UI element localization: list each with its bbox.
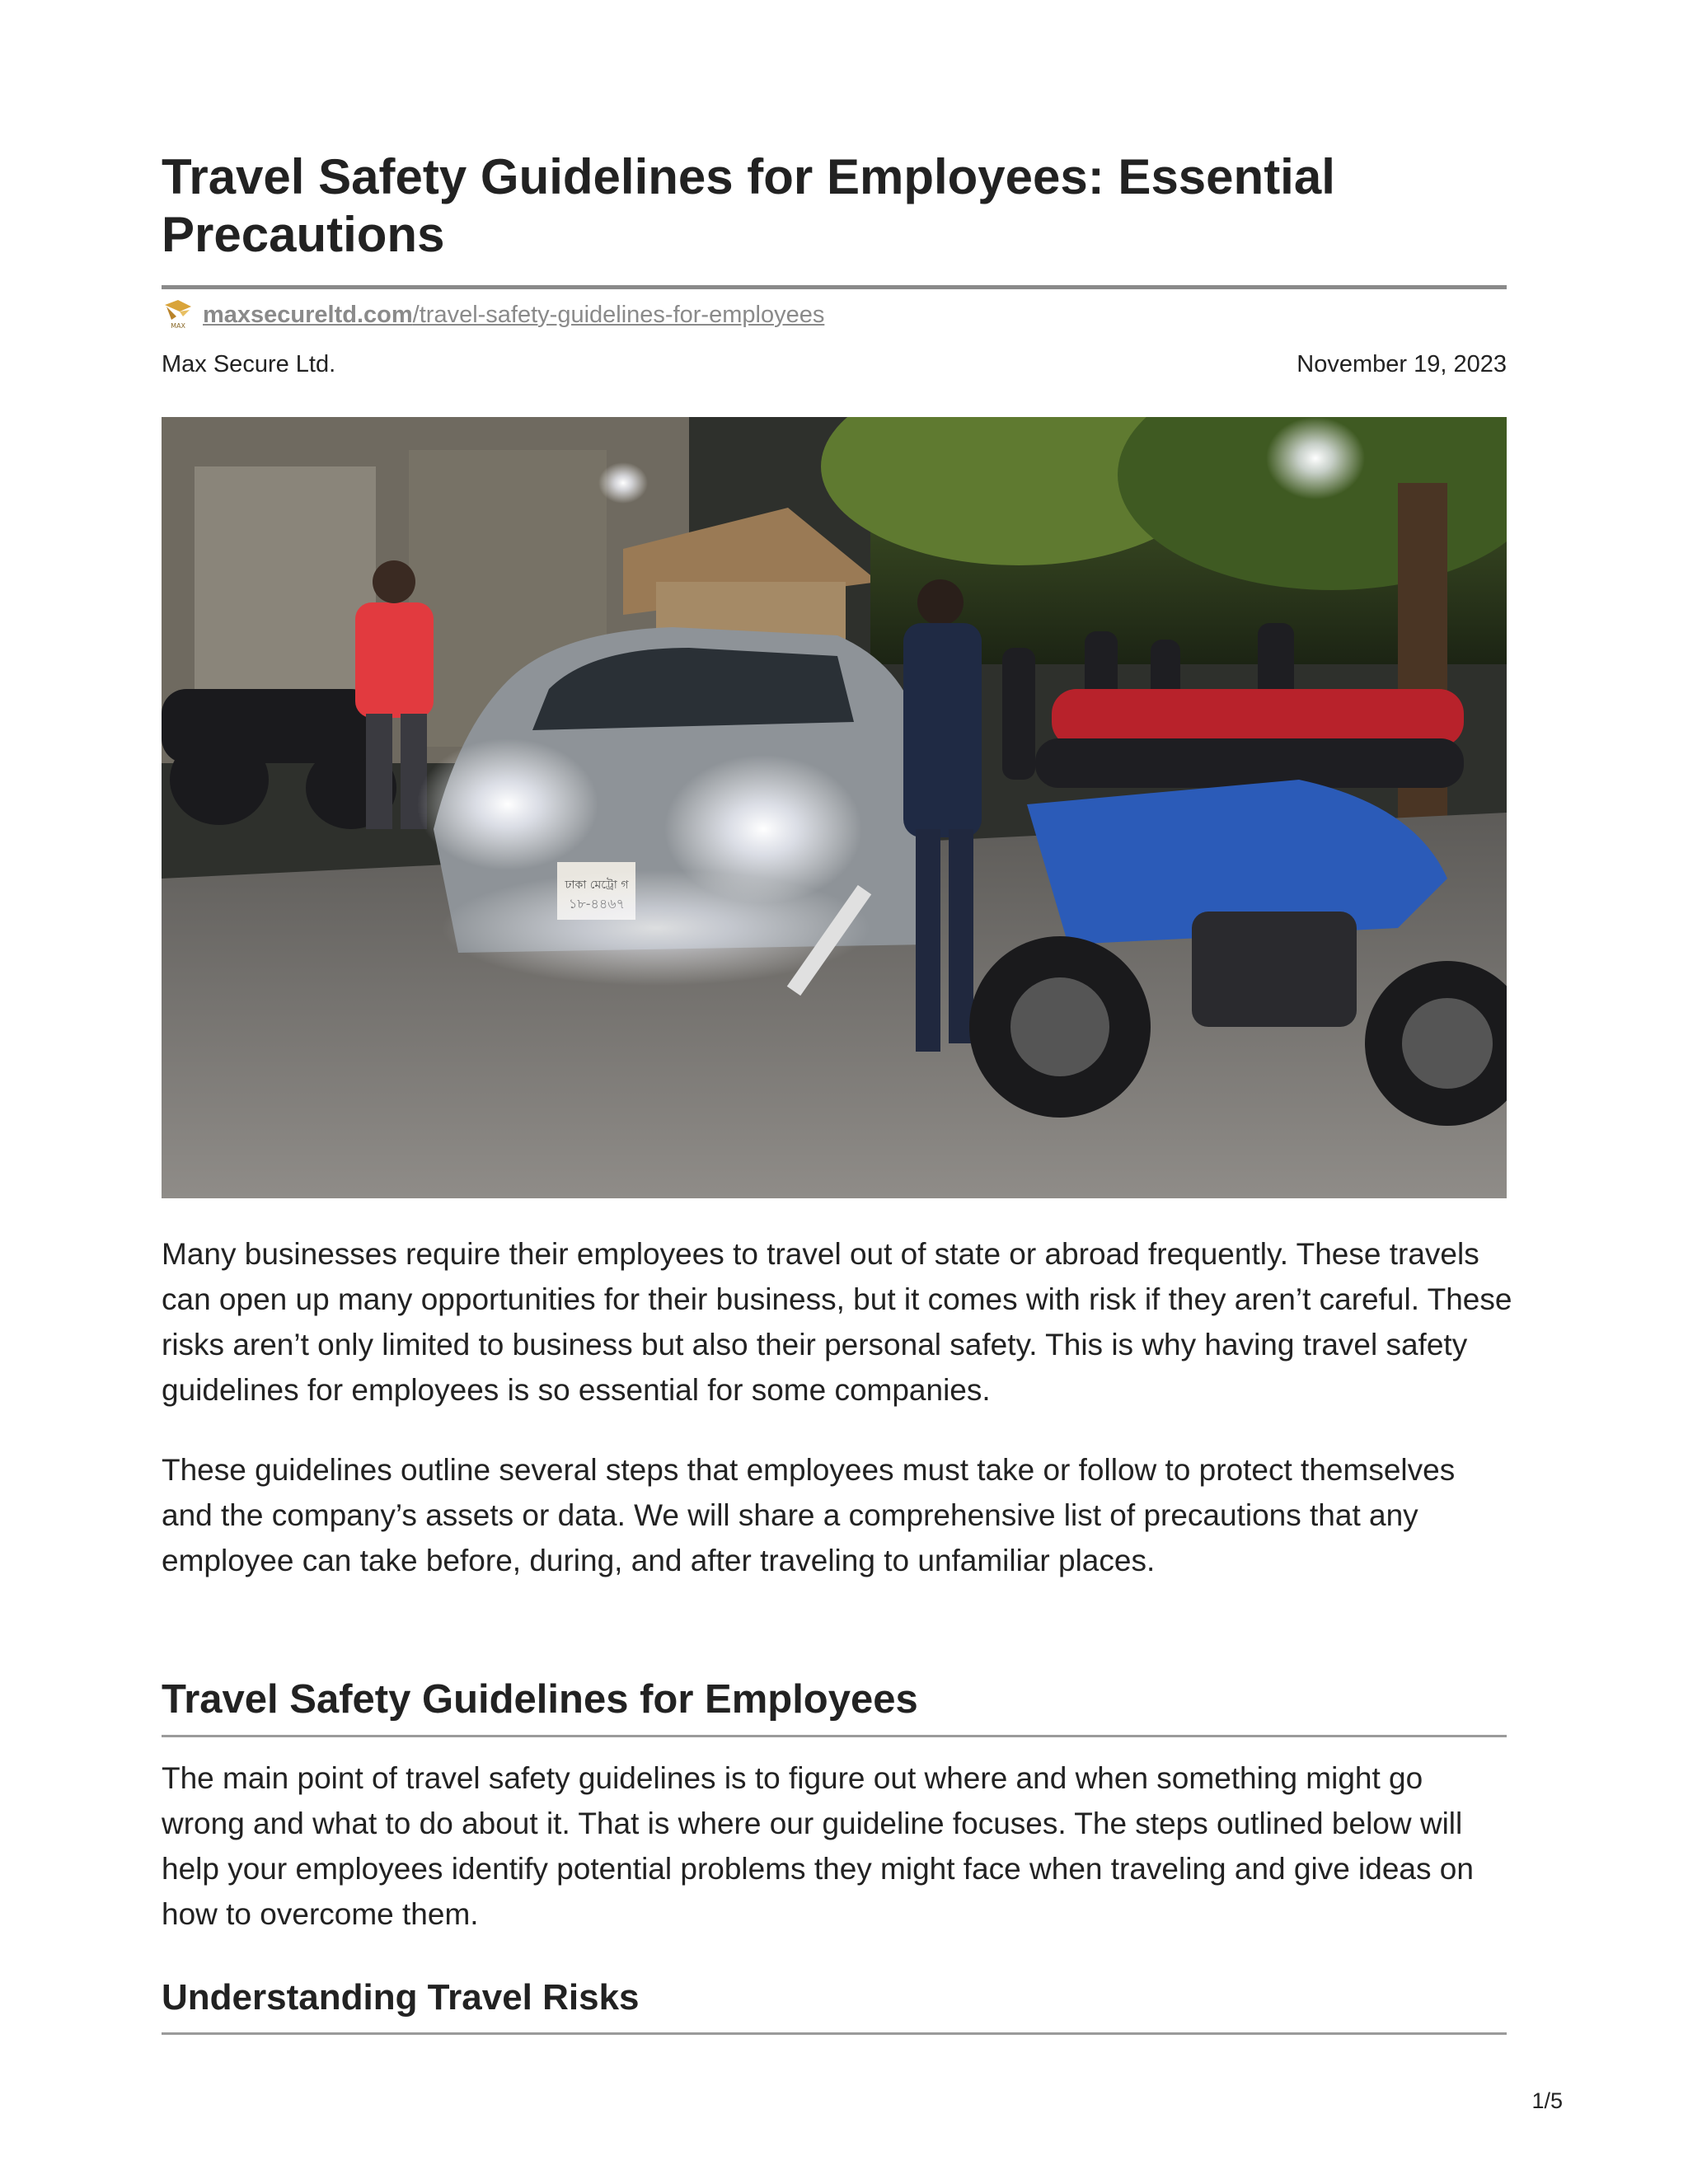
- article-title: Travel Safety Guidelines for Employees: Essential Precautions: [162, 149, 1335, 262]
- subheading: Understanding Travel Risks: [162, 1977, 640, 2018]
- publish-date: November 19, 2023: [1296, 351, 1507, 377]
- section-heading: Travel Safety Guidelines for Employees: [162, 1677, 918, 1722]
- byline-row: [162, 351, 1507, 378]
- author-name: Max Secure Ltd.: [162, 351, 336, 377]
- source-link[interactable]: [203, 302, 824, 329]
- source-path: /travel-safety-guidelines-for-employees: [412, 301, 825, 328]
- section-paragraph: The main point of travel safety guidelines is to figure out where and when something might go wrong and what to do about it. That is where our guideline focuses. The steps outlined below will help your employees identify potential problems they might face when traveling and give ideas on how to overcome them.: [162, 1761, 1474, 1931]
- page-number: 1/5: [1531, 2088, 1563, 2113]
- hero-photo-illustration: [162, 417, 1507, 1198]
- favicon-label: MAX: [171, 322, 185, 330]
- intro-paragraph-2: These guidelines outline several steps that employees must take or follow to protect themselves and the company’s assets or data. We will share a comprehensive list of precautions that any employee can take before, during, and after traveling to unfamiliar places.: [162, 1453, 1456, 1577]
- section-divider: [162, 1735, 1507, 1737]
- subheading-divider: [162, 2032, 1507, 2035]
- source-row: [162, 297, 824, 333]
- hero-image: [162, 417, 1507, 1198]
- site-logo-icon: [162, 298, 195, 331]
- title-divider: [162, 285, 1507, 289]
- source-domain: maxsecureltd.com: [203, 301, 413, 328]
- intro-paragraph-1: Many businesses require their employees to travel out of state or abroad frequently. These travels can open up many opportunities for their business, but it comes with risk if they aren’t careful. These risks aren’t only limited to business but also their personal safety. This is why having travel safety guidelines for employees is so essential for some companies.: [162, 1237, 1512, 1407]
